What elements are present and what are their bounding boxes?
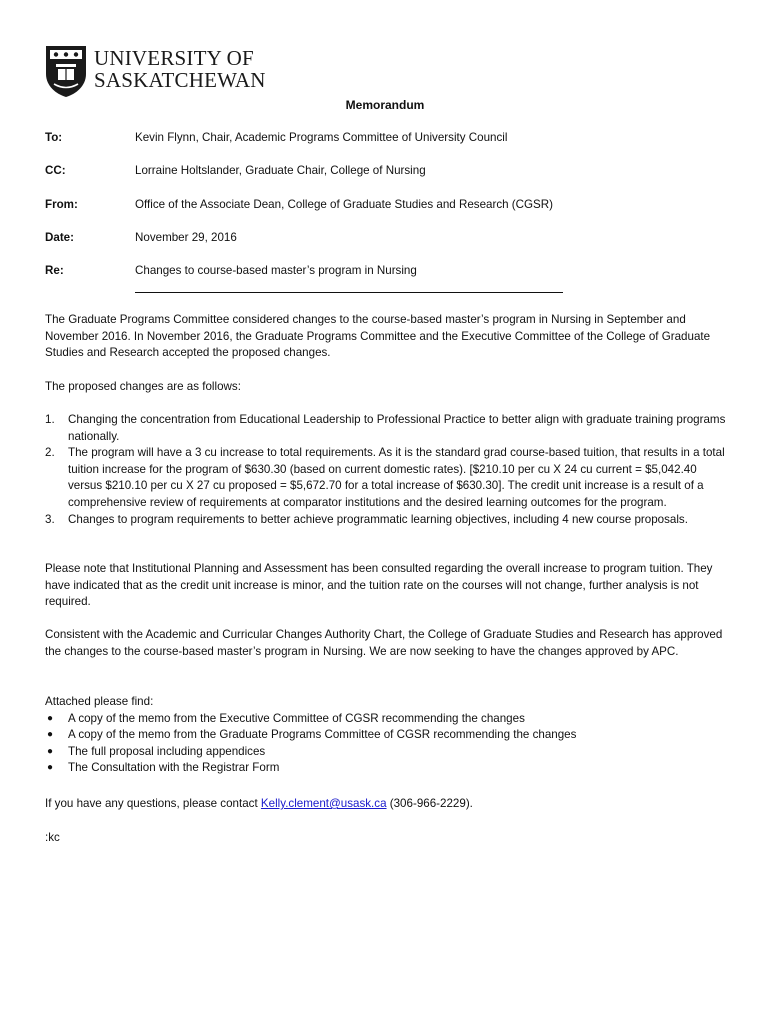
date-label: Date: [45, 231, 74, 244]
list-number: 2. [45, 446, 55, 460]
re-value: Changes to course-based master’s program in Nursing [135, 264, 417, 277]
initials-text: :kc [45, 831, 60, 844]
paragraph-consultation [45, 561, 730, 611]
bullet-icon: ● [47, 762, 54, 774]
paragraph-approval-text: Consistent with the Academic and Curricular Changes Authority Chart, the College of Graduate Studies and Research has approved the changes to the course-based master’s program in Nursing. We are now seeking to have the changes approved by APC. [45, 628, 723, 658]
re-label: Re: [45, 264, 64, 277]
attachments-list [45, 711, 730, 777]
paragraph-approval [45, 627, 730, 660]
list-item [45, 744, 730, 761]
list-item [45, 512, 730, 529]
changes-list [45, 412, 730, 528]
list-number: 3. [45, 512, 55, 526]
list-text: Changing the concentration from Educational Leadership to Professional Practice to better align with graduate training programs nationally. [68, 413, 726, 443]
cc-value: Lorraine Holtslander, Graduate Chair, College of Nursing [135, 164, 426, 177]
university-name-line2: SASKATCHEWAN [94, 68, 266, 92]
list-text: The program will have a 3 cu increase to total requirements. As it is the standard grad course-based tuition, that results in a total tuition increase for the program of $630.30 (based on current domestic rates). [$210.10 per cu X 24 cu current = $5,042.40 versus $210.10 per cu X 27 cu proposed = $5,672.70 for a total increase of $630.30]. The credit unit increase is a result of a comprehensive review of requirements at comparator institutions and the desired learning outcomes for the program. [68, 446, 725, 509]
from-label: From: [45, 198, 78, 211]
contact-prefix: If you have any questions, please contact [45, 797, 261, 810]
list-item [45, 760, 730, 777]
list-item [45, 711, 730, 728]
list-item [45, 445, 730, 511]
contact-email-link[interactable]: Kelly.clement@usask.ca [260, 797, 387, 810]
paragraph-proposed-intro [45, 379, 730, 396]
attachment-text: A copy of the memo from the Executive Committee of CGSR recommending the changes [68, 711, 525, 725]
attachments-section [45, 694, 730, 777]
bullet-icon: ● [47, 712, 54, 724]
paragraph-committee-text: The Graduate Programs Committee considered changes to the course-based master’s program in Nursing in September and November 2016. In November 2016, the Graduate Programs Committee and the Executive Committee of the College of Graduate Studies and Research accepted the proposed changes. [45, 313, 711, 360]
date-value: November 29, 2016 [135, 231, 237, 244]
memo-title: Memorandum [345, 98, 425, 112]
paragraph-proposed-intro-text: The proposed changes are as follows: [45, 380, 241, 393]
header-date-row [45, 230, 735, 247]
university-crest-icon [44, 44, 88, 98]
header-re-row [45, 263, 735, 280]
from-value: Office of the Associate Dean, College of Graduate Studies and Research (CGSR) [135, 198, 554, 211]
header-cc-row [45, 163, 735, 180]
header-from-row [45, 197, 735, 214]
header-to-row [45, 130, 735, 147]
list-item [45, 727, 730, 744]
bullet-icon: ● [47, 729, 54, 741]
paragraph-committee [45, 312, 730, 362]
cc-label: CC: [45, 164, 66, 177]
university-name-line1: UNIVERSITY OF [94, 46, 254, 70]
attachment-text: The Consultation with the Registrar Form [68, 761, 280, 775]
paragraph-consultation-text: Please note that Institutional Planning and Assessment has been consulted regarding the overall increase to program tuition. They have indicated that as the credit unit increase is minor, and the tuition rate on the courses will not change, further analysis is not required. [45, 562, 713, 609]
list-item [45, 412, 730, 445]
attachment-text: A copy of the memo from the Graduate Programs Committee of CGSR recommending the changes [68, 728, 577, 742]
subject-underline [135, 292, 563, 293]
university-logo [44, 44, 284, 98]
bullet-icon: ● [47, 745, 54, 757]
changes-ordered-list [45, 412, 730, 528]
to-value: Kevin Flynn, Chair, Academic Programs Committee of University Council [135, 131, 508, 144]
contact-paragraph [45, 796, 730, 813]
contact-suffix: (306-966-2229). [386, 797, 473, 810]
list-number: 1. [45, 413, 55, 426]
attachment-text: The full proposal including appendices [68, 744, 266, 758]
attachments-intro: Attached please find: [45, 695, 154, 708]
initials-line [45, 830, 730, 847]
university-name [94, 47, 266, 91]
to-label: To: [45, 131, 63, 144]
contact-line [45, 796, 730, 813]
list-text: Changes to program requirements to better achieve programmatic learning objectives, including 4 new course proposals. [68, 512, 688, 526]
